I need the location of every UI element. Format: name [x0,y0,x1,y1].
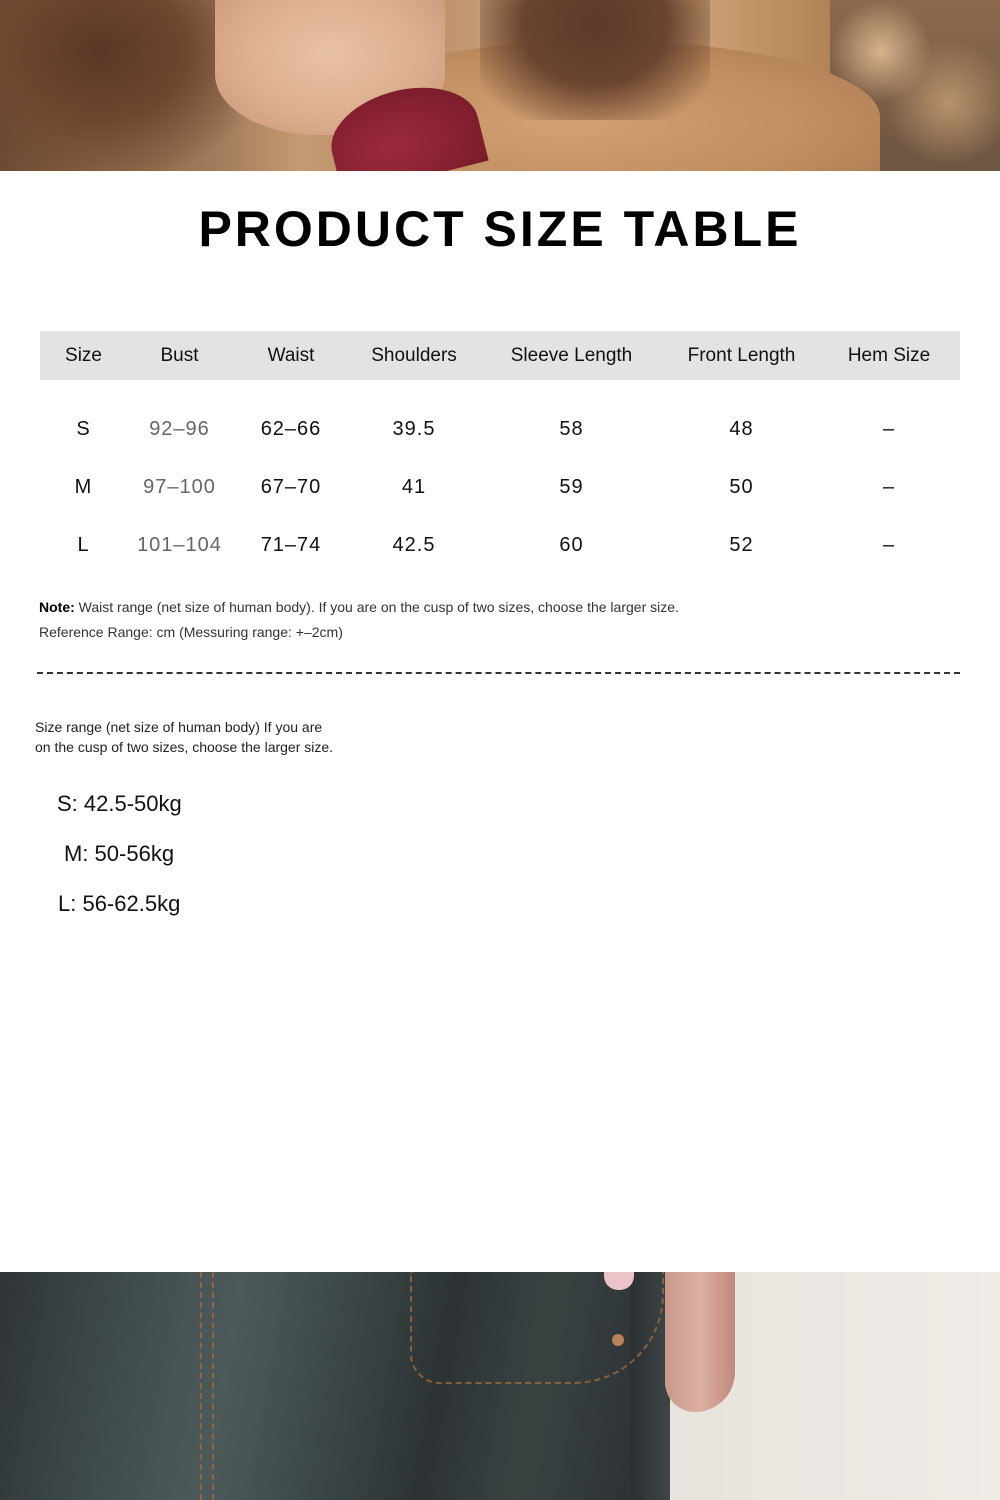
size-note [39,595,679,645]
weight-item-s: S: 42.5-50kg [57,791,182,816]
jeans-pocket [410,1272,664,1384]
cell-bust: 92–96 [149,417,210,440]
cell-hem-size: – [882,533,896,556]
cell-shoulders: 42.5 [392,533,436,556]
dashed-divider [37,672,960,674]
header-front-length: Front Length [665,331,818,380]
reference-range: Reference Range: cm (Messuring range: +–2cm) [39,624,343,640]
cell-front-length: 52 [729,533,754,556]
hair-left [0,0,250,171]
note-text: Waist range (net size of human body). If you are on the cusp of two sizes, choose the larger size. [74,599,679,615]
cell-bust: 97–100 [143,475,216,498]
cell-waist: 62–66 [260,417,322,440]
size-range-note [35,717,365,757]
page-title: PRODUCT SIZE TABLE [198,201,802,257]
weight-item-l: L: 56-62.5kg [58,891,181,916]
cell-waist: 71–74 [260,533,322,556]
header-bust: Bust [127,331,232,380]
size-range-line-2: on the cusp of two sizes, choose the larger size. [35,739,334,755]
table-row [40,380,960,458]
header-shoulders: Shoulders [350,331,478,380]
jeans-rivet [612,1334,624,1346]
cell-size: L [77,533,90,556]
cell-bust: 101–104 [137,533,222,556]
cell-size: M [74,475,93,498]
cell-size: S [76,417,91,440]
cell-front-length: 50 [729,475,754,498]
cell-front-length: 48 [729,417,754,440]
hair-right [480,0,710,120]
top-model-photo [0,0,1000,171]
cell-sleeve-length: 59 [559,475,584,498]
table-row [40,458,960,516]
hand [665,1272,735,1412]
table-header-row [40,331,960,380]
header-size: Size [40,331,127,380]
size-table [40,331,960,574]
jeans-seam [212,1272,214,1500]
table-row [40,516,960,574]
jeans-seam [200,1272,202,1500]
header-sleeve-length: Sleeve Length [478,331,665,380]
note-label: Note: [39,599,75,615]
note-line [39,595,679,620]
cell-sleeve-length: 58 [559,417,584,440]
header-waist: Waist [232,331,350,380]
cell-hem-size: – [882,475,896,498]
weight-item-m: M: 50-56kg [64,841,175,866]
cell-shoulders: 41 [401,475,427,498]
cell-shoulders: 39.5 [392,417,436,440]
cell-sleeve-length: 60 [559,533,584,556]
cell-waist: 67–70 [260,475,322,498]
header-hem-size: Hem Size [818,331,960,380]
size-range-line-1: Size range (net size of human body) If you are [35,719,323,735]
bottom-jeans-photo [0,1272,1000,1500]
cell-hem-size: – [882,417,896,440]
